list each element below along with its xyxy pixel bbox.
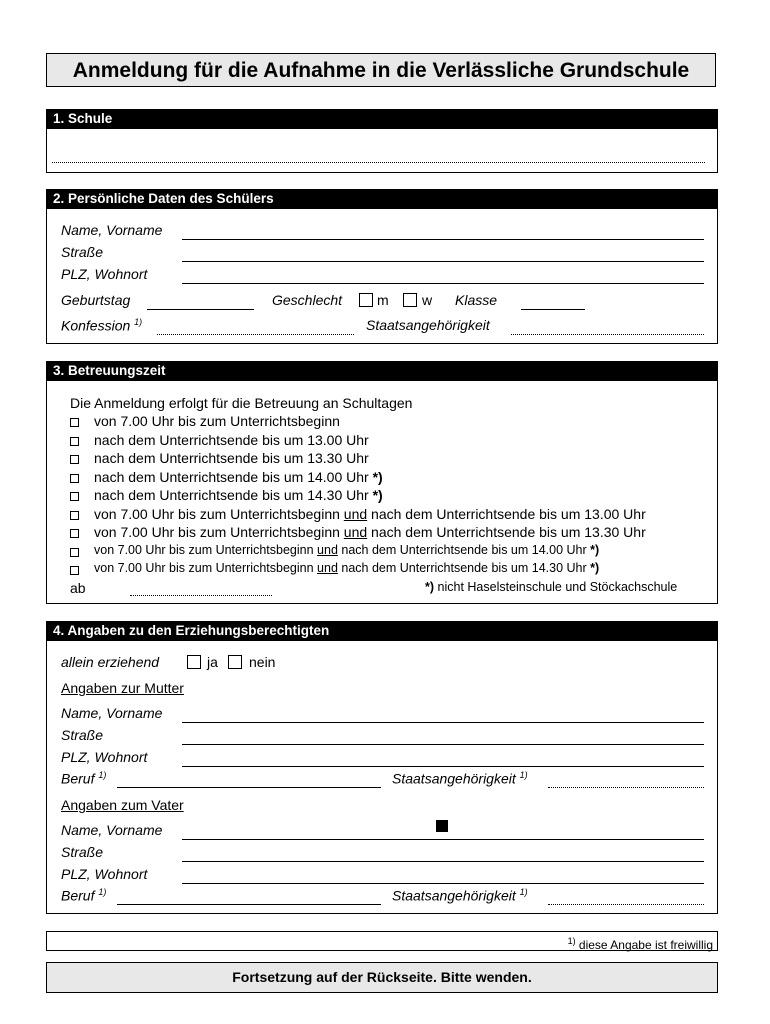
- father-heading: Angaben zum Vater: [61, 797, 184, 813]
- mother-job-label: Beruf $^{1)}$: [61, 770, 107, 787]
- single-yes-checkbox[interactable]: [187, 655, 201, 669]
- single-no-label: nein: [249, 654, 276, 670]
- school-field[interactable]: [52, 162, 705, 163]
- care-option-7-checkbox[interactable]: [70, 529, 79, 538]
- mother-plz-field[interactable]: [182, 766, 704, 767]
- footnote-box: $^{1)}$ diese Angabe ist freiwillig: [46, 931, 718, 951]
- mother-name-field[interactable]: [182, 722, 704, 723]
- care-option-4: nach dem Unterrichtsende bis um 14.00 Uhr *): [94, 469, 383, 485]
- father-nationality-label: Staatsangehörigkeit $^{1)}$: [392, 887, 528, 904]
- care-option-2-checkbox[interactable]: [70, 437, 79, 446]
- nationality-field[interactable]: [511, 334, 704, 335]
- single-yes-label: ja: [207, 654, 218, 670]
- school-box: [46, 128, 718, 173]
- street-field[interactable]: [182, 261, 704, 262]
- gender-m-label: m: [377, 292, 389, 308]
- care-option-9-checkbox[interactable]: [70, 566, 79, 575]
- father-job-field[interactable]: [117, 904, 381, 905]
- section-1-header: 1. Schule: [46, 109, 718, 128]
- mother-nationality-field[interactable]: [548, 787, 704, 788]
- name-label: Name, Vorname: [61, 222, 163, 238]
- birthday-label: Geburtstag: [61, 292, 131, 308]
- care-option-7: von 7.00 Uhr bis zum Unterrichtsbeginn und nach dem Unterrichtsende bis um 13.30 Uhr: [94, 524, 646, 540]
- care-option-1-checkbox[interactable]: [70, 418, 79, 427]
- mother-heading: Angaben zur Mutter: [61, 680, 184, 696]
- care-option-5: nach dem Unterrichtsende bis um 14.30 Uhr *): [94, 487, 383, 503]
- nationality-label: Staatsangehörigkeit: [366, 317, 490, 333]
- mother-plz-label: PLZ, Wohnort: [61, 749, 148, 765]
- plz-field[interactable]: [182, 283, 704, 284]
- name-field[interactable]: [182, 239, 704, 240]
- father-job-label: Beruf $^{1)}$: [61, 887, 107, 904]
- form-title: Anmeldung für die Aufnahme in die Verlässliche Grundschule: [46, 53, 716, 87]
- single-parent-label: allein erziehend: [61, 654, 160, 670]
- street-label: Straße: [61, 244, 104, 260]
- mother-job-field[interactable]: [117, 787, 381, 788]
- care-option-8-checkbox[interactable]: [70, 548, 79, 557]
- care-intro: Die Anmeldung erfolgt für die Betreuung an Schultagen: [70, 395, 413, 411]
- plz-label: PLZ, Wohnort: [61, 266, 148, 282]
- mother-name-label: Name, Vorname: [61, 705, 163, 721]
- father-nationality-field[interactable]: [548, 904, 704, 905]
- care-option-4-checkbox[interactable]: [70, 474, 79, 483]
- father-name-label: Name, Vorname: [61, 822, 163, 838]
- class-label: Klasse: [455, 292, 498, 308]
- class-field[interactable]: [521, 309, 585, 310]
- care-option-9: von 7.00 Uhr bis zum Unterrichtsbeginn und nach dem Unterrichtsende bis um 14.30 Uhr *): [94, 561, 600, 575]
- father-street-field[interactable]: [182, 861, 704, 862]
- single-no-checkbox[interactable]: [228, 655, 242, 669]
- mother-street-field[interactable]: [182, 744, 704, 745]
- gender-m-checkbox[interactable]: [359, 293, 373, 307]
- section-3-header: 3. Betreuungszeit: [46, 361, 718, 380]
- care-from-label: ab: [70, 580, 86, 596]
- mother-street-label: Straße: [61, 727, 104, 743]
- mother-nationality-label: Staatsangehörigkeit $^{1)}$: [392, 770, 528, 787]
- ink-mark: [436, 820, 448, 832]
- care-note: *) nicht Haselsteinschule und Stöckachschule: [425, 580, 678, 594]
- confession-label: Konfession $^{1)}$: [61, 317, 143, 334]
- care-option-1: von 7.00 Uhr bis zum Unterrichtsbeginn: [94, 413, 340, 429]
- confession-field[interactable]: [157, 334, 354, 335]
- care-option-6: von 7.00 Uhr bis zum Unterrichtsbeginn und nach dem Unterrichtsende bis um 13.00 Uhr: [94, 506, 646, 522]
- father-plz-field[interactable]: [182, 883, 704, 884]
- care-option-8: von 7.00 Uhr bis zum Unterrichtsbeginn und nach dem Unterrichtsende bis um 14.00 Uhr *): [94, 543, 600, 557]
- father-plz-label: PLZ, Wohnort: [61, 866, 148, 882]
- section-4-header: 4. Angaben zu den Erziehungsberechtigten: [46, 621, 718, 640]
- care-option-5-checkbox[interactable]: [70, 492, 79, 501]
- gender-w-label: w: [422, 292, 433, 308]
- continue-notice: Fortsetzung auf der Rückseite. Bitte wenden.: [46, 962, 718, 993]
- father-street-label: Straße: [61, 844, 104, 860]
- care-option-2: nach dem Unterrichtsende bis um 13.00 Uhr: [94, 432, 369, 448]
- gender-label: Geschlecht: [272, 292, 343, 308]
- section-2-header: 2. Persönliche Daten des Schülers: [46, 189, 718, 208]
- gender-w-checkbox[interactable]: [403, 293, 417, 307]
- care-option-3-checkbox[interactable]: [70, 455, 79, 464]
- birthday-field[interactable]: [147, 309, 254, 310]
- father-name-field[interactable]: [182, 839, 704, 840]
- footnote-mark: 1): [134, 317, 143, 327]
- care-option-6-checkbox[interactable]: [70, 511, 79, 520]
- care-from-field[interactable]: [130, 595, 272, 596]
- care-option-3: nach dem Unterrichtsende bis um 13.30 Uhr: [94, 450, 369, 466]
